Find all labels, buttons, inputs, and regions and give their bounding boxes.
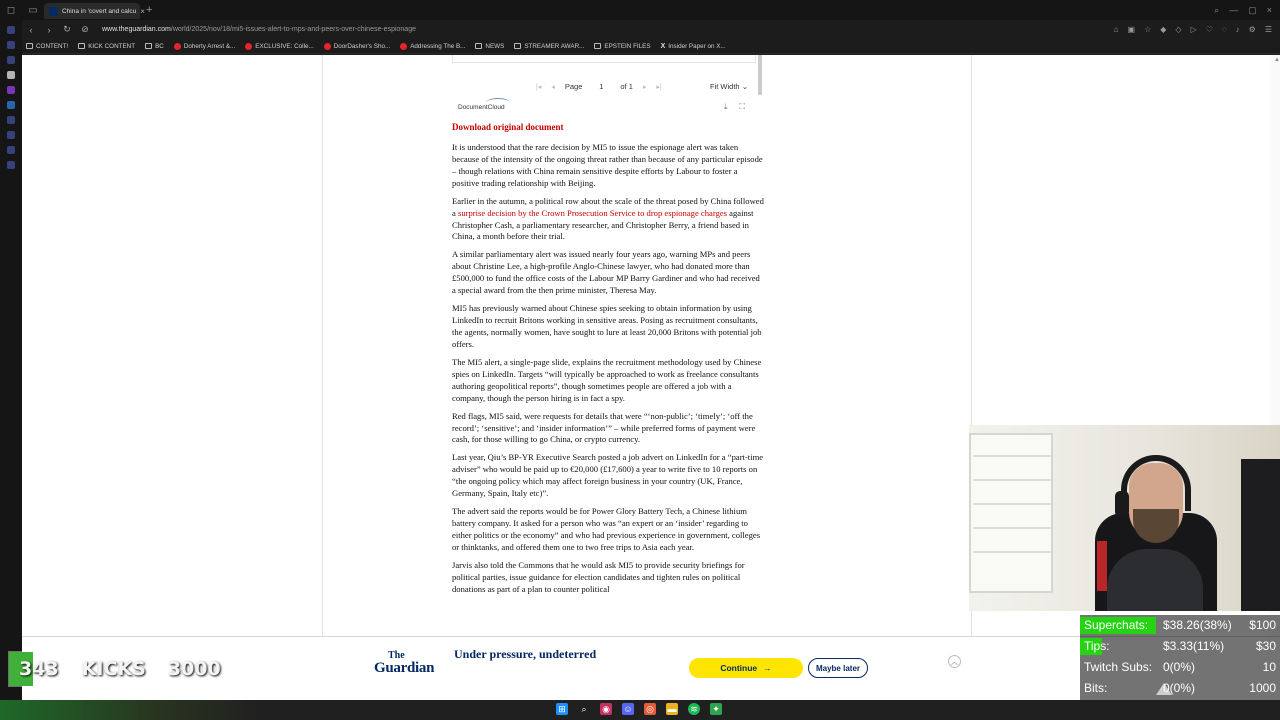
webcam-doorway <box>1241 459 1280 611</box>
fullscreen-icon[interactable]: ⛶ <box>739 102 746 111</box>
close-icon[interactable]: × <box>140 6 145 16</box>
bookmark-folder[interactable]: KICK CONTENT <box>78 43 135 50</box>
extension-icon[interactable]: ◇ <box>1175 25 1182 34</box>
document-viewer <box>448 55 762 117</box>
folder-icon <box>594 43 601 49</box>
cps-decision-link[interactable]: surprise decision by the Crown Prosecution Service to drop espionage charges <box>457 207 728 218</box>
chevron-up-icon[interactable]: ︿ <box>948 655 961 668</box>
headset-earcup <box>1115 491 1129 517</box>
refresh-icon[interactable]: ◌ <box>1221 25 1227 34</box>
bookmark-link[interactable]: EXCLUSIVE: Colle... <box>245 43 313 50</box>
browser-app-icon[interactable]: ◉ <box>600 703 612 715</box>
folder-icon <box>514 43 521 49</box>
bookmark-folder[interactable]: NEWS <box>475 43 504 50</box>
sidebar-app-icon[interactable] <box>7 131 15 139</box>
paragraph: The MI5 alert, a single-page slide, explains the recruitment methodology used by Chinese spies on LinkedIn. Targets “will typically be approached to work as freelance consultants authoring geopolitical reports”, though sometimes people are offered a job with a company, though the person hiring is in fact a spy. <box>452 356 762 403</box>
audio-icon[interactable]: ♪ <box>1235 25 1240 34</box>
documentcloud-logo[interactable]: DocumentCloud <box>458 104 505 111</box>
youtube-icon <box>245 43 252 50</box>
folder-icon <box>78 43 85 49</box>
maybe-later-button[interactable]: Maybe later <box>808 658 868 678</box>
prev-page-icon[interactable]: ◂ <box>551 83 555 91</box>
maximize-icon[interactable]: ▢ <box>1248 4 1257 15</box>
document-tools <box>724 102 745 112</box>
sidebar-app-icon[interactable] <box>7 161 15 169</box>
page-number-input[interactable]: 1 <box>599 82 604 91</box>
banner-tagline: Under pressure, undeterred <box>454 647 597 661</box>
site-info-icon[interactable]: ⊘ <box>81 24 89 34</box>
folder-icon <box>26 43 33 49</box>
goal-row-superchats: Superchats: $38.26(38%) $100 <box>1080 615 1280 636</box>
sidebar-app-icon[interactable] <box>7 56 15 64</box>
spotify-icon[interactable]: ≋ <box>688 703 700 715</box>
x-logo-icon: X <box>660 42 666 50</box>
url-path: /world/2025/nov/18/mi5-issues-alert-to-mps-and-peers-over-chinese-espionage <box>170 26 416 33</box>
paragraph: It is understood that the rare decision by MI5 to issue the espionage alert was taken because of the intensity of the ongoing threat rather than because of any particular episode – though relations with China remain sensitive despite efforts by Labour to foster a positive trading relationship with Beijing. <box>452 142 763 188</box>
youtube-icon <box>324 43 331 50</box>
bookmark-link[interactable]: Doherty Arrest &... <box>174 43 235 50</box>
tab-list-icon[interactable]: ▭ <box>28 4 38 16</box>
url-field[interactable] <box>98 26 1106 33</box>
paragraph: Earlier in the autumn, a political row about the scale of the threat posed by China followed a surprise decision by the Crown Prosecution Service to drop espionage charges against Christopher Cash, a parliamentary researcher, and Christopher Berry, a friend based in China, a month before their trial. <box>452 195 764 242</box>
bookmark-folder[interactable]: CONTENT! <box>26 43 68 50</box>
settings-icon[interactable]: ⚙ <box>1248 25 1256 34</box>
next-page-icon[interactable]: ▸ <box>642 83 647 91</box>
blind-slat <box>973 479 1051 481</box>
discord-icon[interactable]: ☺ <box>623 704 633 714</box>
paragraph: MI5 has previously warned about Chinese spies seeking to obtain information by using LinkedIn to recruit Britons working in sensitive areas. Posing as recruitment consultants, the agents, normally women, have sought to lure at least 20,000 Britons with potential job offers. <box>452 303 762 349</box>
scroll-up-icon[interactable]: ▲ <box>1274 57 1280 63</box>
search-icon[interactable]: ⌕ <box>1214 4 1220 15</box>
paragraph: The advert said the reports would be for Power Glory Battery Tech, a Chinese lithium battery company. It asked for a person who was “an expert or an ‘insider’ regarding to either politics or the economy” and who had previous experience in government, colleges or thinktanks, and offered them one to two free trips to Asia each year. <box>452 506 761 552</box>
minimize-icon[interactable]: — <box>1229 4 1239 15</box>
star-icon[interactable]: ☆ <box>1144 25 1152 34</box>
goal-row-twitch-subs: Twitch Subs: 0(0%) 10 <box>1084 660 1276 674</box>
folder-icon <box>145 43 152 49</box>
extension-icons <box>1114 25 1276 34</box>
page-total: of 1 <box>620 82 633 91</box>
webcam-feed <box>969 425 1280 611</box>
blind-slat <box>973 503 1051 505</box>
tab-active[interactable] <box>44 3 145 19</box>
heart-icon[interactable]: ♡ <box>1205 25 1213 34</box>
windows-start-icon[interactable]: ⊞ <box>556 703 568 715</box>
chevron-down-icon: ⌄ <box>741 82 748 91</box>
webcam-window <box>969 433 1053 593</box>
last-page-icon[interactable]: ▸| <box>656 83 662 91</box>
bookmark-link[interactable]: X Insider Paper on X... <box>660 42 726 50</box>
bookmark-icon[interactable]: ⌂ <box>1113 25 1119 34</box>
window-controls <box>1214 5 1280 16</box>
column-divider <box>322 55 323 637</box>
document-page-preview <box>452 55 756 63</box>
sidebar-app-icon[interactable] <box>7 41 15 49</box>
file-explorer-icon[interactable]: ▬ <box>667 704 677 714</box>
goal-row-tips: Tips: $3.33(11%) $30 <box>1080 636 1280 657</box>
streamer-body <box>1107 549 1203 611</box>
shield-icon[interactable]: ◆ <box>1160 25 1167 34</box>
kicks-goal-overlay <box>8 651 223 687</box>
blind-slat <box>973 527 1051 529</box>
guardian-favicon-icon <box>49 7 58 16</box>
bookmark-link[interactable]: DoorDasher's Sho... <box>324 43 391 50</box>
zoom-select[interactable]: Fit Width ⌄ <box>710 82 748 91</box>
chair-accent <box>1097 541 1107 591</box>
paragraph: Jarvis also told the Commons that he would ask MI5 to provide security briefings for political parties, issue guidance for election candidates and tighten rules on political donations as part of a plan to counter political <box>452 559 745 594</box>
browser-sidebar <box>0 20 22 700</box>
bookmark-folder[interactable]: EPSTEIN FILES <box>594 43 650 50</box>
bookmarks-bar <box>22 39 1280 54</box>
blind-slat <box>973 551 1051 553</box>
paragraph: A similar parliamentary alert was issued nearly four years ago, warning MPs and peers about Christine Lee, a high-profile Anglo-Chinese lawyer, who had donated more than £500,000 to fund the office costs of the Labour MP Barry Gardiner and who had received a special award from the then prime minister, Theresa May. <box>452 249 760 296</box>
folder-icon <box>475 43 482 49</box>
kicks-label: KICKS <box>81 658 146 680</box>
sidebar-app-icon[interactable] <box>7 71 15 79</box>
sidebar-app-icon[interactable] <box>7 146 15 154</box>
sidebar-app-icon[interactable] <box>7 116 15 124</box>
url-host: www.theguardian.com <box>102 26 171 33</box>
app-icon[interactable]: ✦ <box>710 703 722 715</box>
twitch-icon[interactable] <box>7 86 15 94</box>
arrow-right-icon: → <box>763 663 772 673</box>
kicks-goal: 3000 <box>167 658 221 680</box>
first-page-icon[interactable]: |◂ <box>536 83 542 91</box>
download-original-link[interactable]: Download original document <box>452 122 564 132</box>
goal-row-bits: Bits: 0(0%) 1000 <box>1084 681 1276 695</box>
document-pager <box>536 82 662 91</box>
tab-bar <box>0 0 1280 20</box>
sidebar-app-icon[interactable] <box>7 26 15 34</box>
document-scrollbar[interactable] <box>758 55 762 95</box>
paragraph: Red flags, MI5 said, were requests for details that were “‘non-public’; ‘timely’; ‘off the record’; ‘sensitive’; and ‘insider information’” – while preferred forms of payment were cash, for those willing to go China, or crypto currency. <box>452 410 756 445</box>
chrome-icon[interactable]: ◎ <box>644 703 656 715</box>
youtube-icon <box>400 43 407 50</box>
address-bar <box>22 20 1280 39</box>
bookmark-folder[interactable]: BC <box>145 43 164 50</box>
bookmark-folder[interactable]: STREAMER AWAR... <box>514 43 584 50</box>
page-label: Page <box>564 82 583 91</box>
new-tab-icon[interactable]: + <box>146 4 153 16</box>
play-icon[interactable]: ▷ <box>1190 25 1197 34</box>
guardian-logo: The Guardian <box>374 650 435 676</box>
youtube-icon <box>174 43 181 50</box>
blind-slat <box>973 455 1051 457</box>
back-icon[interactable]: ‹ <box>29 24 33 35</box>
tab-title: China in 'covert and calcu <box>62 7 137 15</box>
taskbar-glow <box>0 700 260 720</box>
taskbar-apps <box>556 703 722 715</box>
bookmark-link[interactable]: Addressing The B... <box>400 43 465 50</box>
search-icon[interactable]: ⌕ <box>581 703 587 714</box>
article-body <box>452 142 764 602</box>
workspace-icon[interactable]: ◻ <box>6 4 16 16</box>
capture-icon[interactable]: ▣ <box>1127 25 1136 34</box>
paragraph: Last year, Qiu’s BP-YR Executive Search posted a job advert on LinkedIn for a “part-time adviser” who would be paid up to €20,000 (£17,600) a year to write five to 10 reports on “the ongoing policy which may affect foreign business in your country (UK, France, Germany, Spain, Italy etc)”. <box>452 452 764 499</box>
reload-icon[interactable]: ↻ <box>63 24 71 34</box>
menu-icon[interactable]: ☰ <box>1264 25 1272 34</box>
taskbar <box>0 700 1280 720</box>
messenger-icon[interactable] <box>7 101 15 109</box>
close-window-icon[interactable]: × <box>1266 4 1272 15</box>
download-icon[interactable]: ⤓ <box>724 102 728 111</box>
kicks-count: 343 <box>19 658 59 680</box>
forward-icon[interactable]: › <box>47 24 51 35</box>
continue-button[interactable]: Continue → <box>689 658 803 678</box>
